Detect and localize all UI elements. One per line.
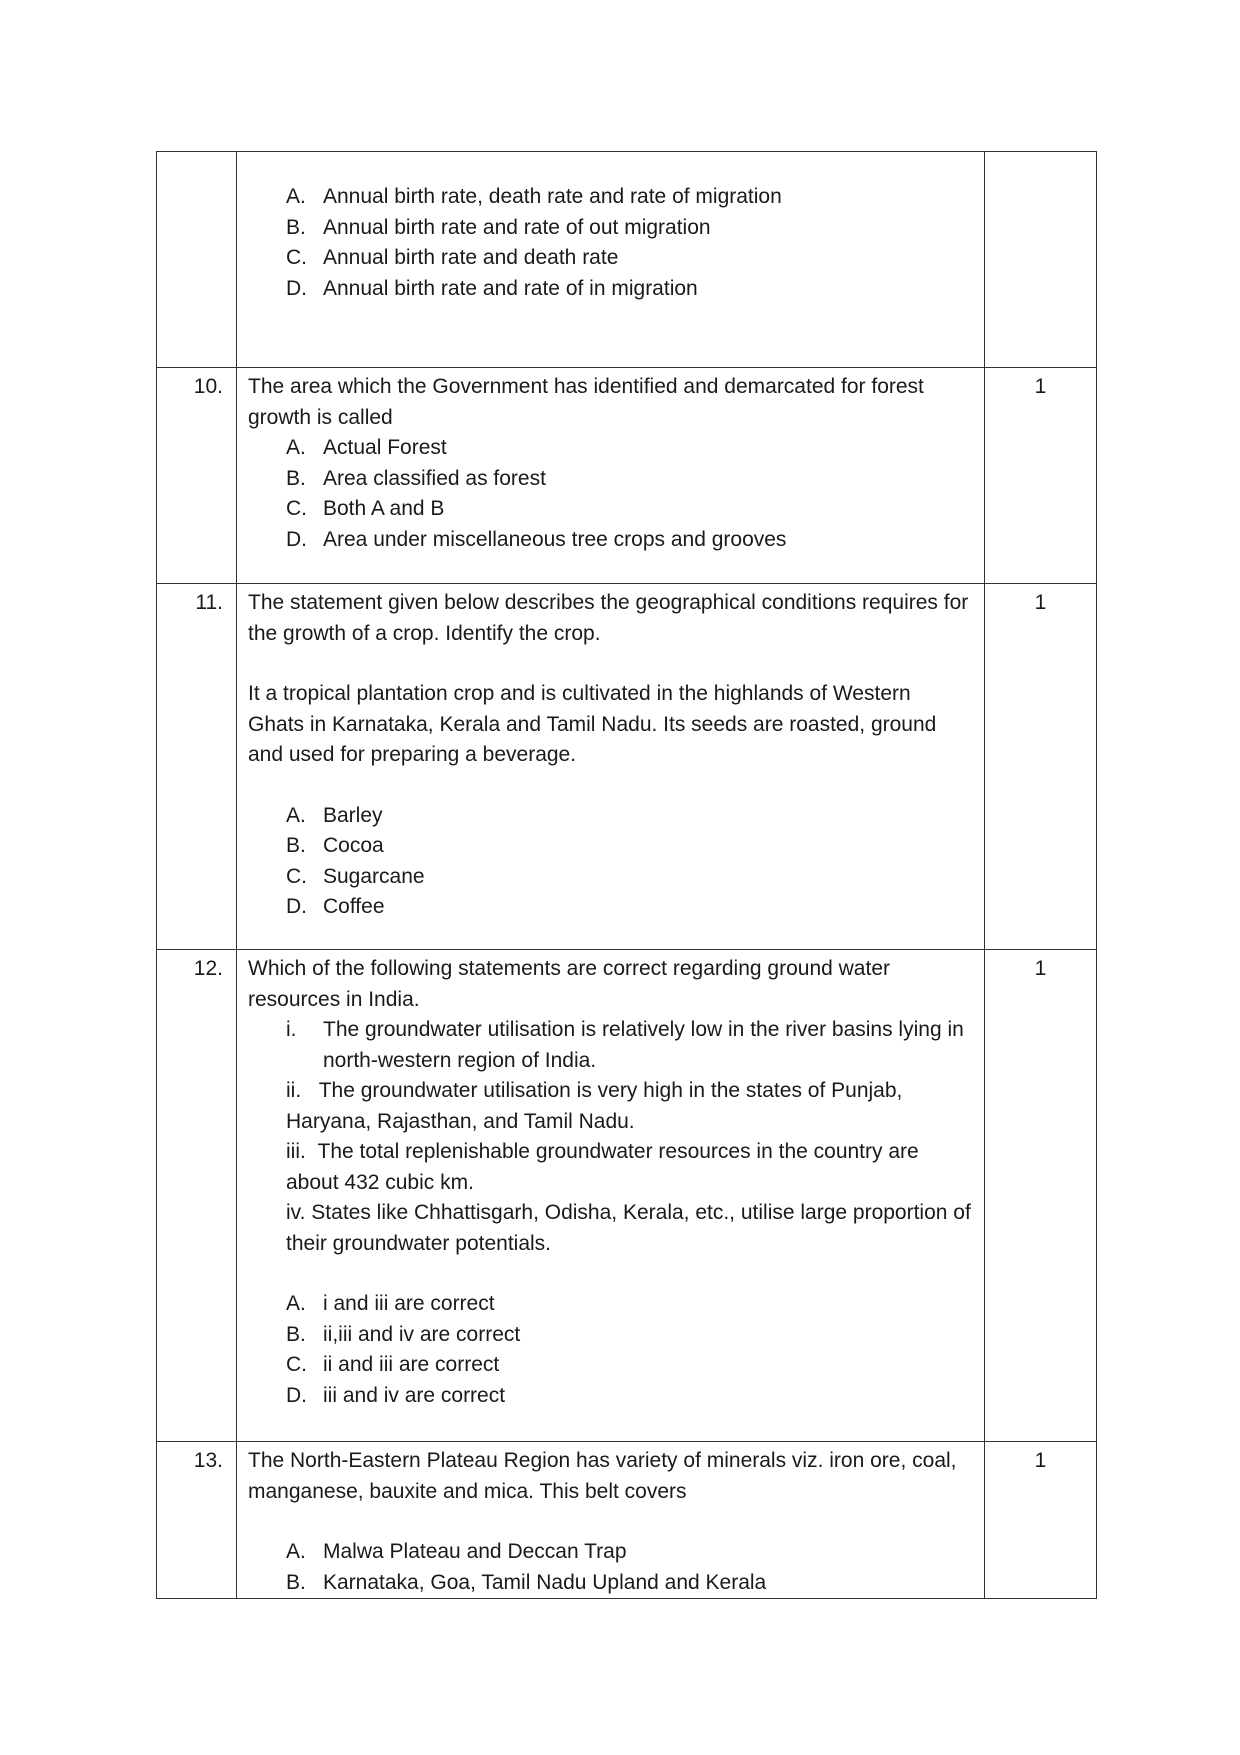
statement-text: States like Chhattisgarh, Odisha, Kerala, etc., utilise large proportion of their groundwater potentials. <box>286 1201 971 1255</box>
option-letter: A. <box>286 1292 306 1315</box>
option-c <box>248 862 972 893</box>
option-text: Barley <box>323 803 383 827</box>
question-row-13 <box>157 1442 1097 1599</box>
option-letter: B. <box>286 215 306 239</box>
question-row-12 <box>157 950 1097 1442</box>
statement-ii <box>286 1076 972 1137</box>
statement-iii <box>286 1137 972 1198</box>
option-list <box>248 1537 972 1598</box>
option-a <box>248 433 972 464</box>
question-passage: It a tropical plantation crop and is cultivated in the highlands of Western Ghats in Karnataka, Kerala and Tamil Nadu. Its seeds are roasted, ground and used for preparing a beverage. <box>248 682 937 766</box>
option-text: Actual Forest <box>323 436 447 459</box>
question-content <box>237 152 985 368</box>
marks-cell: 1 <box>985 950 1097 1442</box>
statement-numeral: ii. <box>286 1079 302 1102</box>
option-b <box>248 1320 972 1351</box>
option-a <box>248 801 972 832</box>
option-list <box>248 433 972 555</box>
option-text: Both A and B <box>323 497 445 520</box>
option-letter: D. <box>286 1383 307 1407</box>
question-number: 10. <box>157 368 237 584</box>
option-letter: A. <box>286 185 306 208</box>
statement-text: The groundwater utilisation is relatively low in the river basins lying in north-western region of India. <box>323 1018 964 1072</box>
option-letter: C. <box>286 1353 307 1376</box>
option-letter: A. <box>286 436 306 459</box>
question-text: The area which the Government has identified and demarcated for forest growth is called <box>248 375 924 429</box>
option-letter: C. <box>286 246 307 269</box>
option-c <box>248 1350 972 1381</box>
statement-numeral: iii. <box>286 1140 306 1163</box>
statement-numeral: iv. <box>286 1201 306 1224</box>
option-text: Annual birth rate and rate of out migration <box>323 215 711 239</box>
question-number: 11. <box>157 584 237 950</box>
option-list <box>248 801 972 923</box>
option-letter: C. <box>286 864 307 888</box>
option-letter: D. <box>286 276 307 300</box>
option-letter: D. <box>286 527 307 551</box>
option-text: i and iii are correct <box>323 1292 495 1315</box>
option-d <box>248 274 972 305</box>
option-text: Cocoa <box>323 834 384 857</box>
question-text: The statement given below describes the geographical conditions requires for the growth of a crop. Identify the crop. <box>248 591 969 645</box>
option-text: Annual birth rate, death rate and rate of migration <box>323 185 782 208</box>
option-letter: B. <box>286 466 306 490</box>
question-content <box>237 584 985 950</box>
option-text: Malwa Plateau and Deccan Trap <box>323 1540 627 1563</box>
option-letter: A. <box>286 1540 306 1563</box>
option-text: Coffee <box>323 895 385 918</box>
option-letter: C. <box>286 497 307 520</box>
question-number: 13. <box>157 1442 237 1599</box>
statement-numeral: i. <box>286 1018 297 1041</box>
statement-i <box>286 1015 972 1076</box>
option-c <box>248 243 972 274</box>
statement-text: The total replenishable groundwater resources in the country are about 432 cubic km. <box>286 1140 919 1194</box>
option-list <box>248 1289 972 1411</box>
option-a <box>248 182 972 213</box>
statement-text: The groundwater utilisation is very high in the states of Punjab, Haryana, Rajasthan, and Tamil Nadu. <box>286 1079 903 1133</box>
option-letter: D. <box>286 895 307 918</box>
option-b <box>248 1568 972 1599</box>
option-d <box>248 525 972 556</box>
question-number: 12. <box>157 950 237 1442</box>
marks-cell: 1 <box>985 1442 1097 1599</box>
statement-iv <box>286 1198 972 1259</box>
option-list <box>248 182 972 304</box>
option-text: Area classified as forest <box>323 466 546 490</box>
question-content <box>237 368 985 584</box>
marks-cell: 1 <box>985 584 1097 950</box>
option-text: iii and iv are correct <box>323 1383 506 1407</box>
question-table <box>156 151 1097 1599</box>
marks-cell: 1 <box>985 368 1097 584</box>
question-row-10 <box>157 368 1097 584</box>
question-row-9-continued <box>157 152 1097 368</box>
option-d <box>248 1381 972 1412</box>
option-text: Annual birth rate and death rate <box>323 246 619 269</box>
question-text: The North-Eastern Plateau Region has variety of minerals viz. iron ore, coal, manganese, bauxite and mica. This belt covers <box>248 1449 957 1503</box>
option-letter: B. <box>286 1322 306 1346</box>
question-text: Which of the following statements are correct regarding ground water resources in India. <box>248 957 890 1011</box>
option-text: ii and iii are correct <box>323 1353 500 1376</box>
option-a <box>248 1289 972 1320</box>
marks-cell <box>985 152 1097 368</box>
option-text: Sugarcane <box>323 864 425 888</box>
option-letter: B. <box>286 834 306 857</box>
option-c <box>248 494 972 525</box>
question-content <box>237 1442 985 1599</box>
option-text: Annual birth rate and rate of in migration <box>323 276 698 300</box>
option-b <box>248 213 972 244</box>
option-a <box>248 1537 972 1568</box>
question-number <box>157 152 237 368</box>
option-text: ii,iii and iv are correct <box>323 1322 521 1346</box>
option-text: Karnataka, Goa, Tamil Nadu Upland and Kerala <box>323 1570 767 1594</box>
option-b <box>248 464 972 495</box>
option-letter: A. <box>286 803 306 827</box>
option-text: Area under miscellaneous tree crops and grooves <box>323 527 787 551</box>
option-b <box>248 831 972 862</box>
option-d <box>248 892 972 923</box>
statement-list <box>248 1015 972 1259</box>
option-letter: B. <box>286 1570 306 1594</box>
question-row-11 <box>157 584 1097 950</box>
question-content <box>237 950 985 1442</box>
